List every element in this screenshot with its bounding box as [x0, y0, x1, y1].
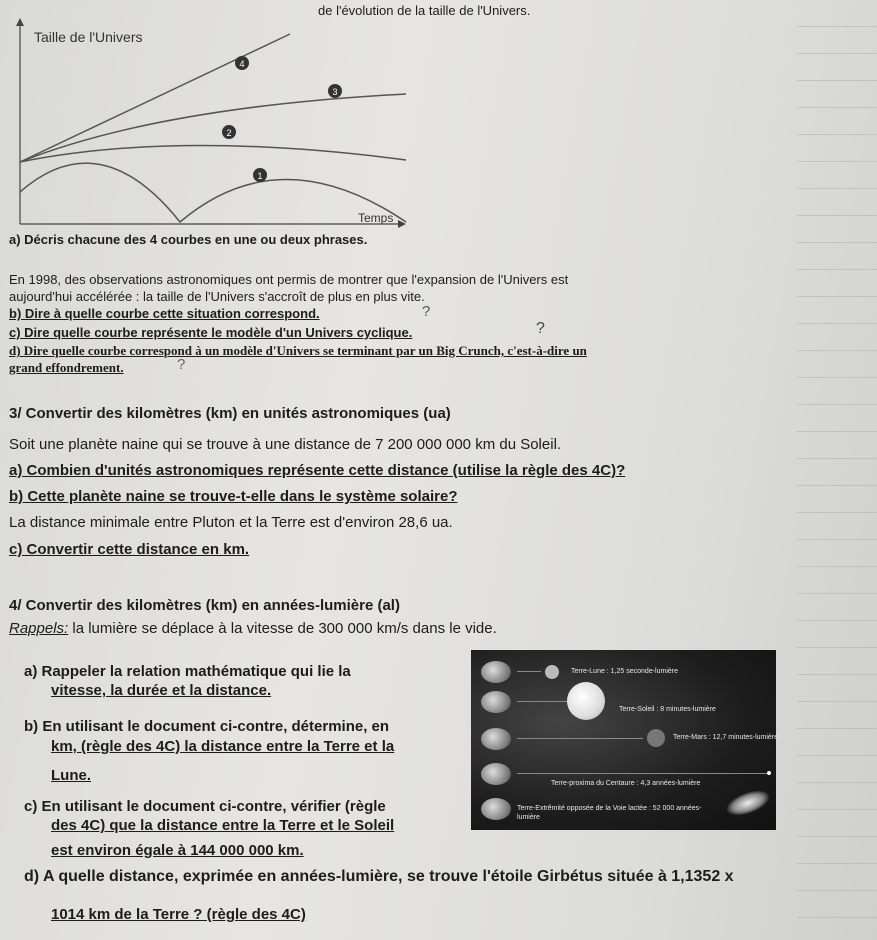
p2-question-c: c) Dire quelle courbe représente le modèle d'un Univers cyclique. — [9, 325, 413, 340]
p4-title: 4/ Convertir des kilomètres (km) en années-lumière (al) — [9, 597, 400, 614]
notebook-lines — [797, 0, 877, 940]
distance-line — [517, 671, 541, 672]
marker-4-label: 4 — [239, 59, 245, 69]
curve-4 — [20, 34, 290, 162]
p3-question-a: a) Combien d'unités astronomiques représente cette distance (utilise la règle des 4C)? — [9, 462, 626, 479]
p2-question-a: a) Décris chacune des 4 courbes en une ou deux phrases. — [9, 232, 368, 247]
sun-icon — [567, 682, 605, 720]
doc-item-proxima: Terre-proxima du Centaure : 4,3 années-lumière — [551, 780, 701, 787]
marker-2-label: 2 — [226, 128, 232, 138]
earth-icon — [481, 728, 511, 750]
star-icon — [767, 771, 771, 775]
graph-x-label: Temps — [358, 211, 394, 225]
rappel-label: Rappels: — [9, 620, 69, 637]
curve-2 — [20, 145, 406, 162]
handwritten-mark: ? — [536, 320, 545, 337]
rappel-text: la lumière se déplace à la vitesse de 300 000 km/s dans le vide. — [68, 620, 497, 637]
doc-row-galaxy — [471, 795, 776, 825]
header-title: de l'évolution de la taille de l'Univers. — [318, 3, 531, 18]
distance-line — [517, 773, 767, 774]
mars-icon — [647, 729, 665, 747]
marker-1-label: 1 — [257, 171, 263, 181]
distance-line — [517, 738, 643, 739]
doc-item-galaxy-2: lumière — [517, 814, 540, 821]
doc-item-galaxy: Terre-Extrêmité opposée de la Voie lactée : 52 000 années- — [517, 805, 702, 812]
curve-1 — [20, 163, 406, 222]
doc-row-moon — [471, 658, 776, 688]
earth-icon — [481, 691, 511, 713]
p4-qd-line2: 1014 km de la Terre ? (règle des 4C) — [51, 906, 306, 923]
p3-title: 3/ Convertir des kilomètres (km) en unités astronomiques (ua) — [9, 405, 451, 422]
p4-qb-line3: Lune. — [51, 767, 91, 784]
light-distance-document — [471, 650, 779, 830]
doc-item-mars: Terre-Mars : 12,7 minutes-lumière — [673, 734, 779, 741]
earth-icon — [481, 661, 511, 683]
marker-3-label: 3 — [332, 87, 338, 97]
graph-y-arrow — [16, 18, 24, 26]
universe-graph — [8, 12, 408, 230]
p4-qa-line1: a) Rappeler la relation mathématique qui lie la — [24, 663, 351, 680]
p2-intro-2: aujourd'hui accélérée : la taille de l'Univers s'accroît de plus en plus vite. — [9, 289, 425, 304]
doc-item-sun: Terre-Soleil : 8 minutes-lumière — [619, 706, 716, 713]
doc-row-proxima — [471, 760, 776, 790]
galaxy-icon — [724, 786, 772, 820]
earth-icon — [481, 798, 511, 820]
p3-intro: Soit une planète naine qui se trouve à une distance de 7 200 000 000 km du Soleil. — [9, 436, 562, 453]
p3-question-c: c) Convertir cette distance en km. — [9, 541, 250, 558]
p2-question-d-line1: d) Dire quelle courbe correspond à un modèle d'Univers se terminant par un Big Crunch, c'est-à-dire un — [9, 343, 587, 358]
p4-qd-line1: d) A quelle distance, exprimée en années-lumière, se trouve l'étoile Girbétus située à 1,1352 x — [24, 868, 734, 885]
p3-question-b: b) Cette planète naine se trouve-t-elle dans le système solaire? — [9, 488, 458, 505]
distance-line — [517, 701, 567, 702]
doc-row-mars — [471, 725, 779, 755]
p3-info: La distance minimale entre Pluton et la Terre est d'environ 28,6 ua. — [9, 514, 453, 531]
graph-y-label: Taille de l'Univers — [34, 29, 143, 45]
p4-qc-line3: est environ égale à 144 000 000 km. — [51, 842, 304, 859]
p4-qb-line1: b) En utilisant le document ci-contre, détermine, en — [24, 718, 390, 735]
p2-question-d-line2: grand effondrement. — [9, 360, 124, 375]
p2-question-b: b) Dire à quelle courbe cette situation correspond. — [9, 306, 320, 321]
p4-qb-line2: km, (règle des 4C) la distance entre la Terre et la — [51, 738, 395, 755]
handwritten-mark: ? — [177, 356, 186, 373]
handwritten-mark: ? — [422, 303, 431, 320]
p4-qa-line2: vitesse, la durée et la distance. — [51, 682, 272, 699]
p4-qc-line2: des 4C) que la distance entre la Terre et le Soleil — [51, 817, 395, 834]
doc-row-sun — [471, 688, 776, 718]
curve-3 — [20, 94, 406, 162]
moon-icon — [545, 665, 559, 679]
p2-intro-1: En 1998, des observations astronomiques ont permis de montrer que l'expansion de l'Univers est — [9, 272, 569, 287]
doc-item-moon: Terre-Lune : 1,25 seconde-lumière — [571, 668, 679, 675]
earth-icon — [481, 763, 511, 785]
p4-qc-line1: c) En utilisant le document ci-contre, vérifier (règle — [24, 798, 386, 815]
p4-rappel — [9, 620, 497, 637]
